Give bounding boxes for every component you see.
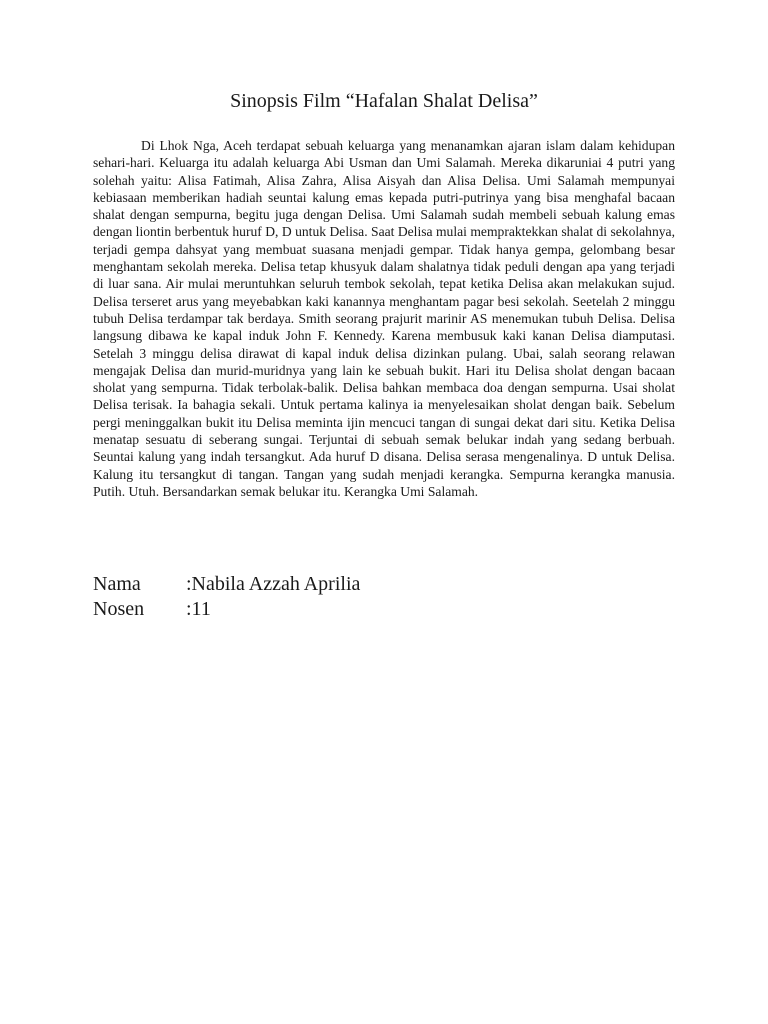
identity-row-nosen: [93, 597, 693, 622]
document-title: Sinopsis Film “Hafalan Shalat Delisa”: [230, 90, 538, 112]
synopsis-paragraph: Di Lhok Nga, Aceh terdapat sebuah keluarga yang menanamkan ajaran islam dalam kehidupan sehari-hari. Keluarga itu adalah keluarga Abi Usman dan Umi Salamah. Mereka dikaruniai 4 putri yang solehah yaitu: Alisa Fatimah, Alisa Zahra, Alisa Aisyah dan Alisa Delisa. Umi Salamah mempunyai kebiasaan memberikan hadiah seuntai kalung emas kepada putri-putrinya yang bisa menghafal bacaan shalat dengan sempurna, begitu juga dengan Delisa. Umi Salamah sudah membeli sebuah kalung emas dengan liontin berbentuk huruf D, D untuk Delisa. Saat Delisa mulai mempraktekkan shalat di sekolahnya, terjadi gempa dahsyat yang membuat suasana menjadi gempar. Tidak hanya gempa, gelombang besar menghantam sekolah mereka. Delisa tetap khusyuk dalam shalatnya tidak peduli dengan apa yang terjadi di luar sana. Air mulai meruntuhkan seluruh tembok sekolah, tepat ketika Delisa akan melakukan sujud. Delisa terseret arus yang meyebabkan kaki kanannya menghantam pagar besi sekolah. Seetelah 2 minggu tubuh Delisa terdampar tak berdaya. Smith seorang prajurit marinir AS menemukan tubuh Delisa. Delisa langsung dibawa ke kapal induk John F. Kennedy. Karena membusuk kaki kanan Delisa diamputasi. Setelah 3 minggu delisa dirawat di kapal induk delisa dizinkan pulang. Ubai, salah seorang relawan mengajak Delisa dan murid-muridnya yang lain ke sebuah bukit. Hari itu Delisa sholat dengan bacaan sholat yang sempurna. Tidak terbolak-balik. Delisa bahkan membaca doa dengan sempurna. Usai sholat Delisa terisak. Ia bahagia sekali. Untuk pertama kalinya ia menyelesaikan sholat dengan baik. Sebelum pergi meninggalkan bukit itu Delisa meminta ijin mencuci tangan di sungai dekat dari situ. Ketika Delisa menatap sesuatu di seberang sungai. Terjuntai di sebuah semak belukar indah yang sedang berbuah. Seuntai kalung yang indah tersangkut. Ada huruf D disana. Delisa serasa mengenalinya. D untuk Delisa. Kalung itu tersangkut di tangan. Tangan yang sudah menjadi kerangka. Sempurna kerangka manusia. Putih. Utuh. Bersandarkan semak belukar itu. Kerangka Umi Salamah.: [93, 138, 675, 499]
identity-block: [93, 572, 693, 622]
name-value: :Nabila Azzah Aprilia: [186, 573, 361, 595]
nosen-label: Nosen: [93, 598, 145, 620]
nosen-value: :11: [186, 598, 211, 620]
name-label: Nama: [93, 573, 141, 595]
identity-row-name: [93, 572, 693, 597]
